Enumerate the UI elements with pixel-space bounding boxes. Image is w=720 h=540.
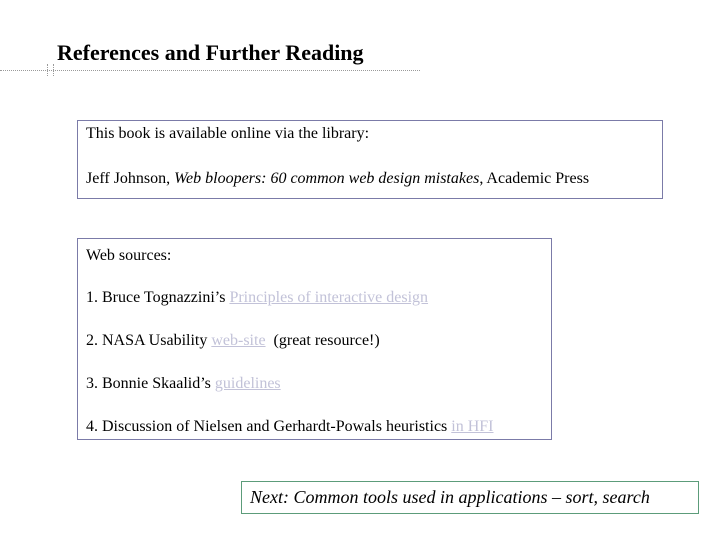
book-title: Web bloopers: 60 common web design mistakes <box>174 170 480 187</box>
nasa-website-link[interactable]: web-site <box>211 332 266 349</box>
web-source-text: 2. NASA Usability <box>86 332 212 349</box>
web-source-item <box>86 289 428 307</box>
web-source-text: 1. Bruce Tognazzini’s <box>86 289 230 306</box>
page-title: References and Further Reading <box>57 40 364 65</box>
web-source-text: 3. Bonnie Skaalid’s <box>86 375 215 392</box>
next-topic-box <box>241 481 699 514</box>
book-citation <box>86 170 589 188</box>
guidelines-link[interactable]: guidelines <box>214 375 281 392</box>
web-source-item <box>86 418 494 436</box>
web-source-item <box>86 332 380 350</box>
book-publisher: , Academic Press <box>479 170 590 187</box>
next-topic-text: Next: Common tools used in applications – sort, search <box>250 487 650 507</box>
web-sources-box <box>77 238 552 440</box>
web-source-item <box>86 375 281 393</box>
principles-link[interactable]: Principles of interactive design <box>229 289 429 306</box>
web-sources-heading: Web sources: <box>86 247 172 264</box>
book-intro: This book is available online via the library: <box>86 125 370 142</box>
book-reference-box <box>77 120 663 199</box>
title-underline <box>0 70 420 71</box>
web-source-text: 4. Discussion of Nielsen and Gerhardt-Powals heuristics <box>86 418 452 435</box>
hfi-link[interactable]: in HFI <box>451 418 494 435</box>
book-author: Jeff Johnson, <box>86 170 175 187</box>
title-underline-tick <box>47 64 54 76</box>
web-source-suffix: (great resource!) <box>265 332 380 349</box>
